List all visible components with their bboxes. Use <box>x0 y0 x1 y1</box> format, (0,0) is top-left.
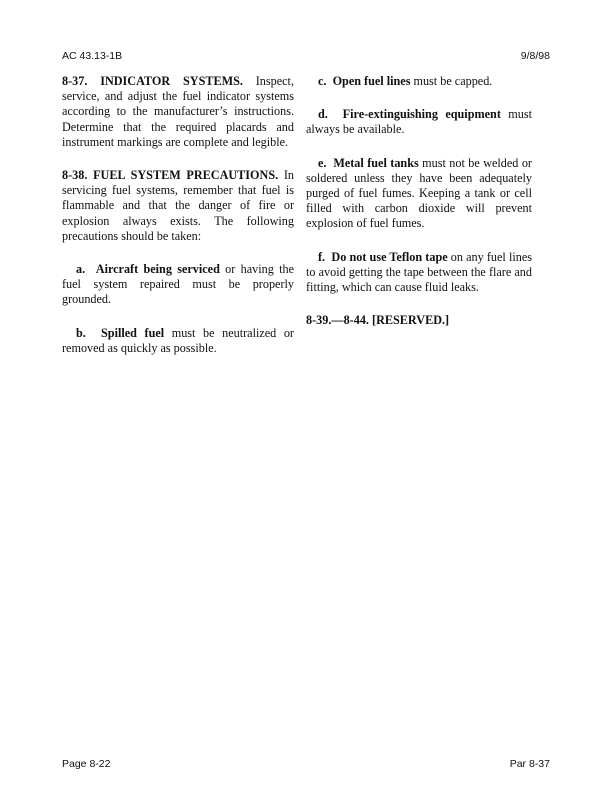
paragraph-8-37-title: 8-37. INDICATOR SYSTEMS. <box>62 74 243 88</box>
footer-page-number: Page 8-22 <box>62 758 111 770</box>
subparagraph-d-term: Fire-extinguishing equipment <box>342 107 501 122</box>
subparagraph-d-body: must always be available. <box>306 107 532 137</box>
right-column <box>306 74 532 346</box>
subparagraph-c-body: must be capped. <box>410 74 493 88</box>
footer-paragraph-ref: Par 8-37 <box>509 758 550 770</box>
subparagraph-c-term: Open fuel lines <box>332 74 411 88</box>
subparagraph-f-term: Do not use Teflon tape <box>331 249 448 264</box>
subparagraph-b <box>62 326 294 356</box>
reserved-paragraphs <box>306 313 532 328</box>
paragraph-8-38-body: In servicing fuel systems, remember that fuel is flammable and that the danger of fire or explosion always exists. The following precautions should be taken: <box>62 168 294 243</box>
header-date: 9/8/98 <box>520 50 550 62</box>
paragraph-8-38 <box>62 168 294 244</box>
subparagraph-f <box>306 250 532 296</box>
subparagraph-f-body: on any fuel lines to avoid getting the tape between the flare and fitting, which can cause fluid leaks. <box>306 249 532 295</box>
paragraph-8-38-title: 8-38. FUEL SYSTEM PRECAUTIONS. <box>62 168 279 183</box>
subparagraph-a-body: or having the fuel system repaired must be properly grounded. <box>62 262 295 307</box>
subparagraph-c-label: c. <box>318 74 327 88</box>
subparagraph-d <box>306 107 532 137</box>
subparagraph-e-label: e. <box>318 155 327 170</box>
subparagraph-b-term: Spilled fuel <box>101 325 165 340</box>
subparagraph-b-label: b. <box>76 325 86 340</box>
subparagraph-e-term: Metal fuel tanks <box>333 155 419 170</box>
paragraph-8-37 <box>62 74 294 150</box>
left-column <box>62 74 294 374</box>
paragraph-8-37-body: Inspect, service, and adjust the fuel indicator systems according to the manufacturer’s instructions. Determine that the required placards and instrument markings are complete and legible. <box>62 74 294 149</box>
subparagraph-a <box>62 262 294 308</box>
subparagraph-e-body: must not be welded or soldered unless they have been adequately purged of fuel fumes. Keeping a tank or cell filled with carbon dioxide will prevent explosion of fuel fumes. <box>306 155 532 231</box>
subparagraph-e <box>306 156 532 232</box>
reserved-heading: 8-39.—8-44. [RESERVED.] <box>306 313 450 328</box>
subparagraph-a-label: a. <box>76 262 86 277</box>
subparagraph-a-term: Aircraft being serviced <box>95 262 220 277</box>
subparagraph-c <box>306 74 532 89</box>
subparagraph-d-label: d. <box>318 107 328 122</box>
header-doc-id: AC 43.13-1B <box>62 50 123 62</box>
subparagraph-f-label: f. <box>318 249 326 264</box>
subparagraph-b-body: must be neutralized or removed as quickly as possible. <box>62 325 294 355</box>
